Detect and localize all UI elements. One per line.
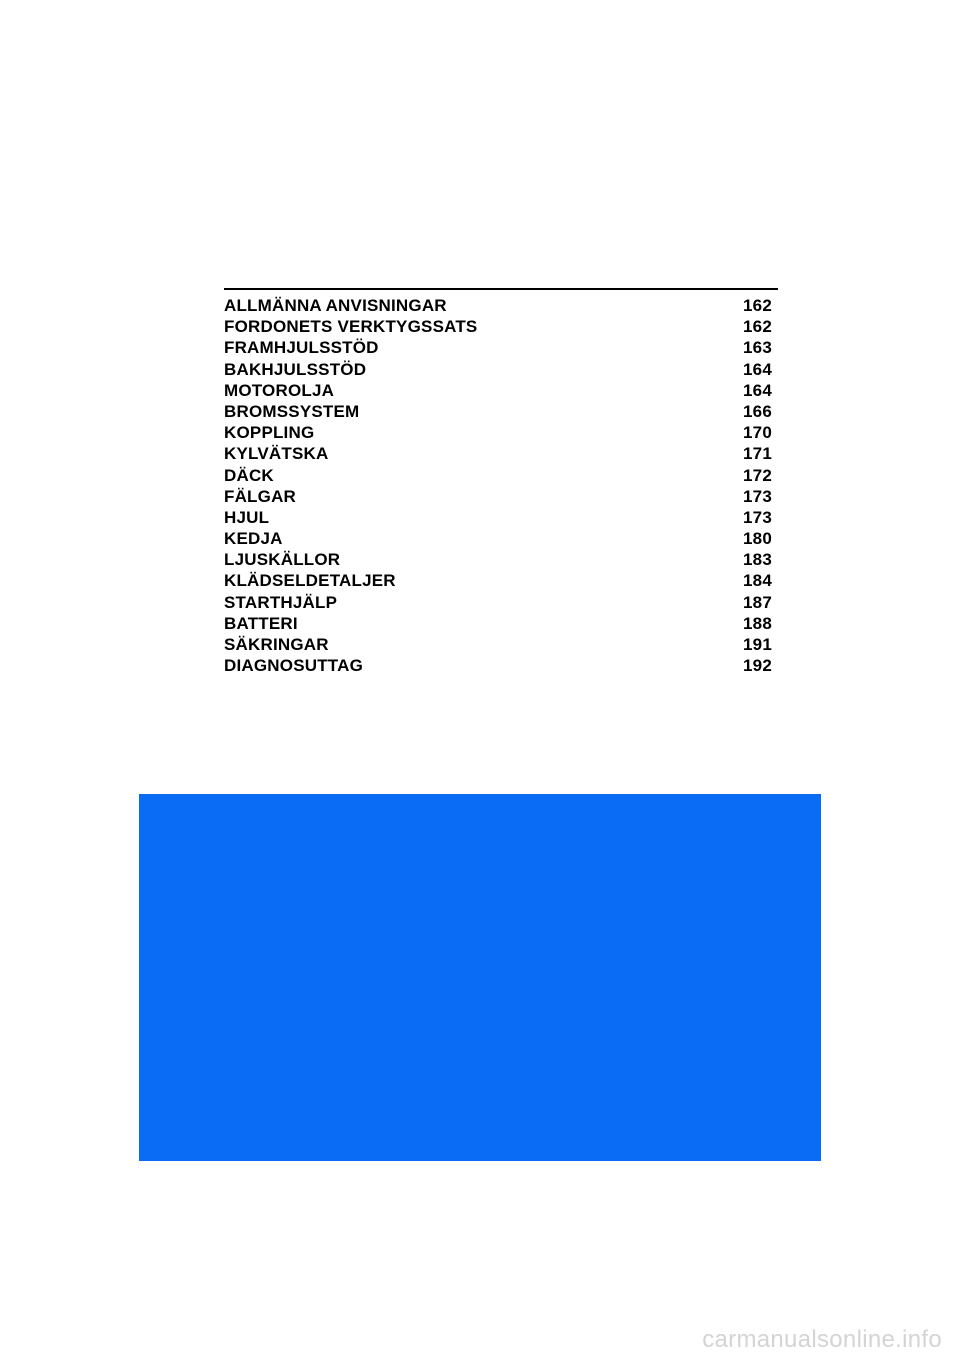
- toc-entry-page: 192: [743, 656, 772, 676]
- toc-entry-page: 184: [743, 571, 772, 591]
- toc-entry-title: FORDONETS VERKTYGSSATS: [224, 317, 478, 337]
- toc-entry-title: LJUSKÄLLOR: [224, 550, 341, 570]
- toc-entry[interactable]: [224, 295, 778, 316]
- toc-entry-title: STARTHJÄLP: [224, 592, 338, 612]
- toc-entry-title: ALLMÄNNA ANVISNINGAR: [224, 296, 447, 315]
- toc-entry[interactable]: [224, 380, 778, 401]
- toc-entry-page: 173: [743, 507, 772, 527]
- toc-entry[interactable]: [224, 655, 778, 676]
- toc-entry-page: 171: [743, 444, 772, 464]
- toc-entry[interactable]: [224, 613, 778, 634]
- toc-entry-page: 173: [743, 486, 772, 506]
- toc-entry[interactable]: [224, 465, 778, 486]
- toc-entry-page: 162: [743, 317, 772, 337]
- toc-entry-title: BAKHJULSSTÖD: [224, 359, 367, 379]
- toc-entry-title: FRAMHJULSSTÖD: [224, 338, 379, 358]
- toc-entry[interactable]: [224, 316, 778, 337]
- toc-entry-title: BATTERI: [224, 613, 298, 633]
- toc-entry[interactable]: [224, 528, 778, 549]
- toc-entry[interactable]: [224, 443, 778, 464]
- toc-entry-page: 170: [743, 423, 772, 443]
- toc-entry-page: 162: [743, 296, 772, 315]
- toc-entry-title: FÄLGAR: [224, 486, 297, 506]
- toc-entry-page: 187: [743, 592, 772, 612]
- blue-color-panel: [139, 794, 821, 1161]
- toc-entry-title: HJUL: [224, 507, 270, 527]
- toc-entry[interactable]: [224, 337, 778, 358]
- watermark-text: carmanualsonline.info: [702, 1326, 942, 1353]
- toc-entry-title: DIAGNOSUTTAG: [224, 656, 364, 676]
- toc-entry-title: SÄKRINGAR: [224, 635, 329, 654]
- toc-entry[interactable]: [224, 359, 778, 380]
- toc-entry-page: 163: [743, 338, 772, 358]
- toc-entry-page: 164: [743, 380, 772, 400]
- toc-entry-page: 180: [743, 529, 772, 549]
- toc-entry-title: KEDJA: [224, 529, 283, 549]
- toc-entry-title: KYLVÄTSKA: [224, 444, 329, 464]
- toc-entry-title: BROMSSYSTEM: [224, 401, 360, 421]
- toc-entry-title: KLÄDSELDETALJER: [224, 571, 396, 591]
- toc-entry[interactable]: [224, 549, 778, 570]
- toc-entry[interactable]: [224, 592, 778, 613]
- toc-entry-title: KOPPLING: [224, 423, 315, 443]
- toc-entry[interactable]: [224, 507, 778, 528]
- toc-entry[interactable]: [224, 401, 778, 422]
- toc-entry-page: 166: [743, 401, 772, 421]
- toc-entry-page: 191: [743, 635, 772, 654]
- toc-entry-title: MOTOROLJA: [224, 380, 335, 400]
- toc-entry[interactable]: [224, 570, 778, 591]
- toc-entry[interactable]: [224, 422, 778, 443]
- table-of-contents: [224, 288, 778, 676]
- toc-entry-page: 183: [743, 550, 772, 570]
- toc-entry-page: 172: [743, 465, 772, 485]
- toc-entry-title: DÄCK: [224, 465, 274, 485]
- toc-entry-page: 188: [743, 613, 772, 633]
- toc-entry[interactable]: [224, 634, 778, 655]
- toc-entry[interactable]: [224, 486, 778, 507]
- toc-entry-page: 164: [743, 359, 772, 379]
